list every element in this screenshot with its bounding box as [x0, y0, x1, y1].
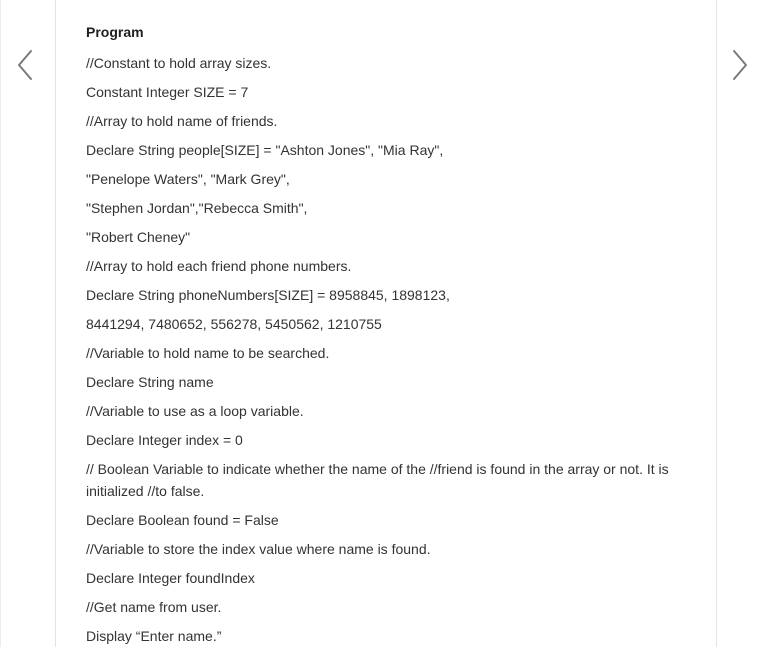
- code-line: Declare Boolean found = False: [86, 512, 279, 528]
- code-line: "Robert Cheney": [86, 229, 191, 245]
- code-line: // Boolean Variable to indicate whether the name of the //friend is found in the array or not. It is initialized //to false.: [86, 461, 669, 499]
- content-card: [55, 0, 717, 647]
- code-line: Display “Enter name.”: [86, 628, 222, 644]
- chevron-right-icon: [728, 48, 752, 82]
- code-line: Constant Integer SIZE = 7: [86, 84, 249, 100]
- code-line: //Variable to store the index value where name is found.: [86, 541, 431, 557]
- program-text: [86, 23, 686, 647]
- code-line: "Stephen Jordan","Rebecca Smith",: [86, 200, 308, 216]
- code-line: Declare String phoneNumbers[SIZE] = 8958845, 1898123,: [86, 287, 450, 303]
- code-line: //Constant to hold array sizes.: [86, 55, 272, 71]
- code-line: //Array to hold name of friends.: [86, 113, 278, 129]
- code-line: Declare String name: [86, 374, 214, 390]
- code-line: Declare Integer index = 0: [86, 432, 243, 448]
- section-heading: Program: [86, 24, 144, 40]
- code-line: 8441294, 7480652, 556278, 5450562, 1210755: [86, 316, 382, 332]
- page-edge-divider: [0, 0, 1, 647]
- code-line: //Get name from user.: [86, 599, 222, 615]
- code-line: Declare Integer foundIndex: [86, 570, 255, 586]
- code-line: //Variable to use as a loop variable.: [86, 403, 304, 419]
- previous-page-button[interactable]: [14, 48, 38, 82]
- code-line: //Variable to hold name to be searched.: [86, 345, 330, 361]
- next-page-button[interactable]: [728, 48, 752, 82]
- code-line: Declare String people[SIZE] = "Ashton Jones", "Mia Ray",: [86, 142, 444, 158]
- chevron-left-icon: [14, 48, 38, 82]
- code-line: "Penelope Waters", "Mark Grey",: [86, 171, 290, 187]
- code-line: //Array to hold each friend phone numbers.: [86, 258, 352, 274]
